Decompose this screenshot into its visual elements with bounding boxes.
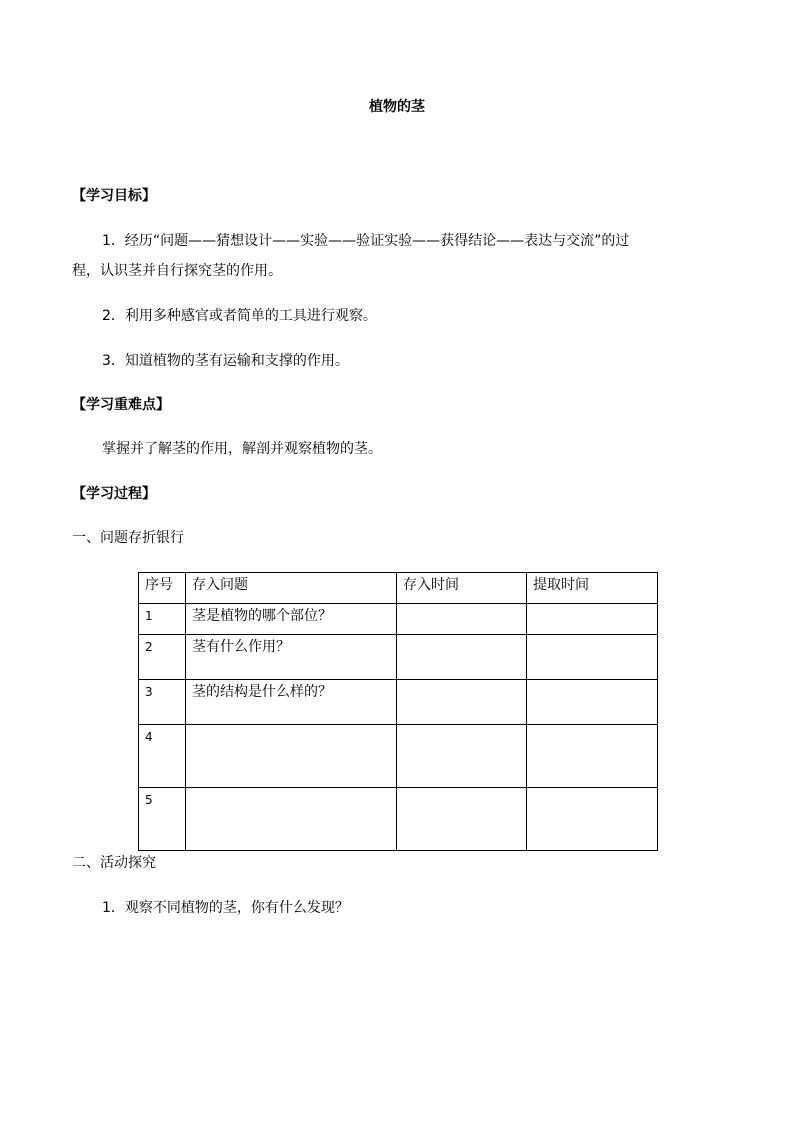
row-number: 3 bbox=[139, 680, 186, 725]
question-bank-table bbox=[138, 572, 658, 851]
goals-heading: 【学习目标】 bbox=[72, 188, 156, 204]
page-title: 植物的茎 bbox=[369, 99, 425, 115]
row-question: 茎的结构是什么样的？ bbox=[186, 680, 397, 725]
keypoints-text: 掌握并了解茎的作用，解剖并观察植物的茎。 bbox=[102, 441, 382, 457]
header-number: 序号 bbox=[139, 573, 186, 604]
header-deposit-time: 存入时间 bbox=[397, 573, 527, 604]
row-question bbox=[186, 788, 397, 851]
table-row bbox=[139, 604, 658, 635]
process-heading: 【学习过程】 bbox=[72, 486, 156, 502]
row-deposit-time bbox=[397, 680, 527, 725]
row-deposit-time bbox=[397, 635, 527, 680]
header-withdraw-time: 提取时间 bbox=[527, 573, 658, 604]
part-2-heading: 二、活动探究 bbox=[72, 855, 156, 871]
goal-3: 3．知道植物的茎有运输和支撑的作用。 bbox=[102, 353, 349, 369]
table-header-row bbox=[139, 573, 658, 604]
header-question: 存入问题 bbox=[186, 573, 397, 604]
row-number: 4 bbox=[139, 725, 186, 788]
row-number: 2 bbox=[139, 635, 186, 680]
part-2-item-1: 1．观察不同植物的茎，你有什么发现？ bbox=[102, 900, 349, 916]
row-deposit-time bbox=[397, 725, 527, 788]
row-question: 茎有什么作用？ bbox=[186, 635, 397, 680]
row-withdraw-time bbox=[527, 635, 658, 680]
row-question: 茎是植物的哪个部位？ bbox=[186, 604, 397, 635]
row-withdraw-time bbox=[527, 604, 658, 635]
part-1-heading: 一、问题存折银行 bbox=[72, 530, 184, 546]
table-row bbox=[139, 788, 658, 851]
goal-1-line-1: 1．经历“问题——猜想设计——实验——验证实验——获得结论——表达与交流”的过 bbox=[102, 233, 630, 249]
goal-1-line-2: 程，认识茎并自行探究茎的作用。 bbox=[72, 263, 282, 279]
row-withdraw-time bbox=[527, 788, 658, 851]
row-deposit-time bbox=[397, 788, 527, 851]
goal-2: 2．利用多种感官或者简单的工具进行观察。 bbox=[102, 308, 377, 324]
row-number: 1 bbox=[139, 604, 186, 635]
table-row bbox=[139, 635, 658, 680]
keypoints-heading: 【学习重难点】 bbox=[72, 397, 170, 413]
row-withdraw-time bbox=[527, 725, 658, 788]
table-row bbox=[139, 725, 658, 788]
row-withdraw-time bbox=[527, 680, 658, 725]
row-question bbox=[186, 725, 397, 788]
row-deposit-time bbox=[397, 604, 527, 635]
row-number: 5 bbox=[139, 788, 186, 851]
table-row bbox=[139, 680, 658, 725]
